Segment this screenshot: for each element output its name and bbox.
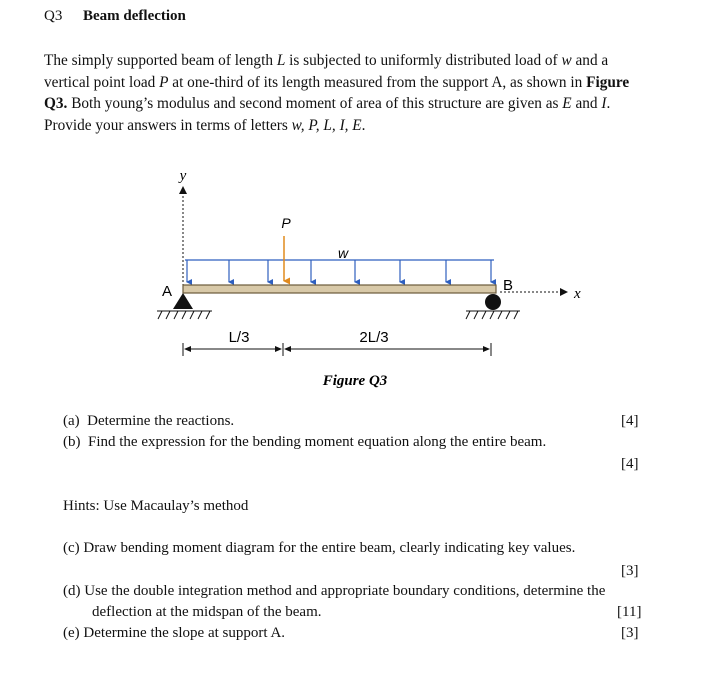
part-b-text: Find the expression for the bending moment equation along the entire beam. <box>88 434 547 450</box>
part-a <box>63 413 234 430</box>
y-axis-label: y <box>179 168 187 184</box>
part-c-marks: [3] <box>621 563 639 579</box>
intro-line-1: The simply supported beam of length L is subjected to uniformly distributed load of w and a <box>44 52 609 69</box>
dim-right-label: 2L/3 <box>359 329 389 346</box>
udl-arrows <box>187 260 491 282</box>
x-axis-arrow <box>560 288 568 296</box>
part-c-label: (c) <box>63 540 80 556</box>
question-title: Beam deflection <box>83 8 186 24</box>
ground-hatch-b <box>466 311 518 319</box>
part-a-label: (a) <box>63 413 80 429</box>
pin-support-a <box>173 293 193 309</box>
part-d-marks: [11] <box>617 604 642 620</box>
y-axis-arrow <box>179 186 187 194</box>
part-c-text: Draw bending moment diagram for the entire beam, clearly indicating key values. <box>83 540 576 556</box>
intro-line-4: Provide your answers in terms of letters w, P, L, I, E. <box>44 116 366 134</box>
udl-label: w <box>337 245 349 261</box>
part-d-text-cont: deflection at the midspan of the beam. <box>92 604 322 620</box>
part-c <box>63 540 575 557</box>
question-number: Q3 <box>44 8 63 24</box>
part-b-marks: [4] <box>621 456 639 472</box>
part-b <box>63 434 546 451</box>
part-d-text: Use the double integration method and appropriate boundary conditions, determine the <box>84 583 606 599</box>
intro-line-2: vertical point load P at one-third of its length measured from the support A, as shown in Figure <box>44 73 630 91</box>
roller-support-b <box>485 294 501 310</box>
ground-hatch-a <box>158 311 210 319</box>
part-e-text: Determine the slope at support A. <box>83 625 286 641</box>
point-load-label: P <box>281 215 291 231</box>
support-b-label: B <box>502 277 514 294</box>
x-axis-label: x <box>574 286 581 302</box>
part-e <box>63 625 285 642</box>
intro-line-3: Q3. Both young’s modulus and second moment of area of this structure are given as E and I. <box>44 95 611 112</box>
part-b-label: (b) <box>63 434 81 450</box>
support-a-label: A <box>161 283 173 300</box>
part-e-label: (e) <box>63 625 80 641</box>
figure-caption: Figure Q3 <box>322 373 388 389</box>
hints: Hints: Use Macaulay’s method <box>63 498 249 514</box>
beam <box>183 285 496 293</box>
part-a-text: Determine the reactions. <box>87 413 235 429</box>
part-a-marks: [4] <box>621 413 639 429</box>
part-e-marks: [3] <box>621 625 639 641</box>
part-d-label: (d) <box>63 583 81 599</box>
part-d <box>63 583 605 600</box>
dim-left-label: L/3 <box>228 329 250 346</box>
